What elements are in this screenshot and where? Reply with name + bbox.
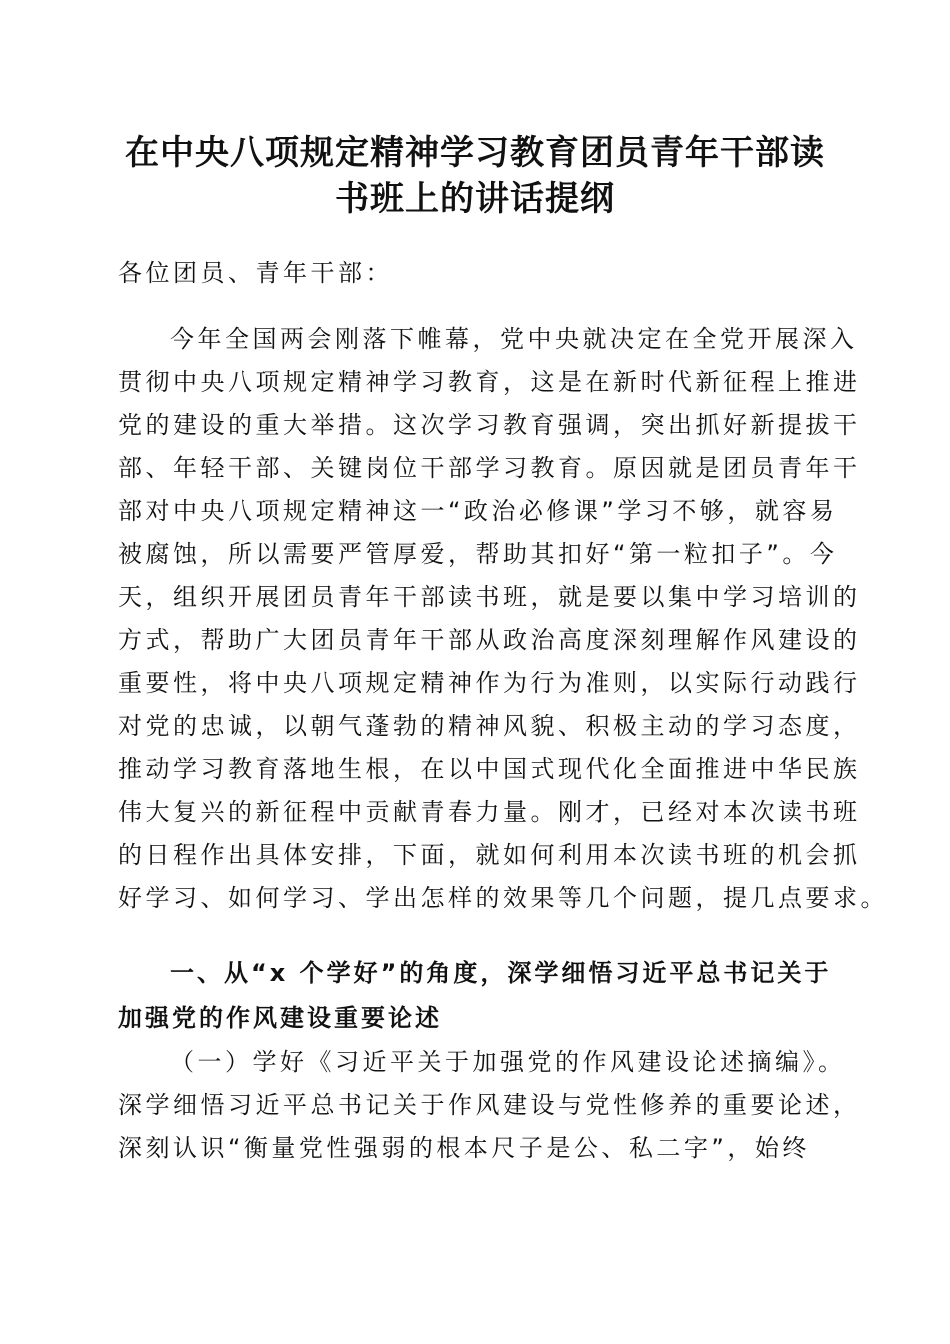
heading-line: 加强党的作风建设重要论述 xyxy=(118,1004,442,1032)
paragraph-line: 好学习、如何学习、学出怎样的效果等几个问题，提几点要求。 xyxy=(118,884,888,912)
paragraph-line: 方式，帮助广大团员青年干部从政治高度深刻理解作风建设的 xyxy=(118,626,861,654)
paragraph-line: （一）学好《习近平关于加强党的作风建设论述摘编》。 xyxy=(170,1048,846,1076)
paragraph-line: 部对中央八项规定精神这一“政治必修课”学习不够，就容易 xyxy=(118,497,838,525)
title-line: 在中央八项规定精神学习教育团员青年干部读 xyxy=(125,133,825,173)
heading-line: 一、从“x 个学好”的角度，深学细悟习近平总书记关于 xyxy=(170,959,832,987)
paragraph-line: 今年全国两会刚落下帷幕，党中央就决定在全党开展深入 xyxy=(170,325,858,353)
title-line: 书班上的讲话提纲 xyxy=(335,179,615,219)
paragraph-line: 贯彻中央八项规定精神学习教育，这是在新时代新征程上推进 xyxy=(118,368,861,396)
paragraph-line: 重要性，将中央八项规定精神作为行为准则，以实际行动践行 xyxy=(118,669,861,697)
paragraph-line: 推动学习教育落地生根，在以中国式现代化全面推进中华民族 xyxy=(118,755,861,783)
document-title xyxy=(100,130,850,222)
paragraph-line: 天，组织开展团员青年干部读书班，就是要以集中学习培训的 xyxy=(118,583,861,611)
paragraph-line: 伟大复兴的新征程中贡献青春力量。刚才，已经对本次读书班 xyxy=(118,798,861,826)
paragraph-line: 对党的忠诚，以朝气蓬勃的精神风貌、积极主动的学习态度， xyxy=(118,712,861,740)
subsection-paragraph xyxy=(118,1041,861,1170)
paragraph-line: 的日程作出具体安排，下面，就如何利用本次读书班的机会抓 xyxy=(118,841,861,869)
intro-paragraph xyxy=(118,318,888,920)
paragraph-line: 深刻认识“衡量党性强弱的根本尺子是公、私二字”，始终 xyxy=(118,1134,810,1162)
greeting: 各位团员、青年干部： xyxy=(118,259,393,287)
section-heading xyxy=(118,952,832,1042)
paragraph-line: 部、年轻干部、关键岗位干部学习教育。原因就是团员青年干 xyxy=(118,454,861,482)
paragraph-line: 党的建设的重大举措。这次学习教育强调，突出抓好新提拔干 xyxy=(118,411,861,439)
paragraph-line: 被腐蚀，所以需要严管厚爱，帮助其扣好“第一粒扣子”。今 xyxy=(118,540,838,568)
paragraph-line: 深学细悟习近平总书记关于作风建设与党性修养的重要论述， xyxy=(118,1091,861,1119)
